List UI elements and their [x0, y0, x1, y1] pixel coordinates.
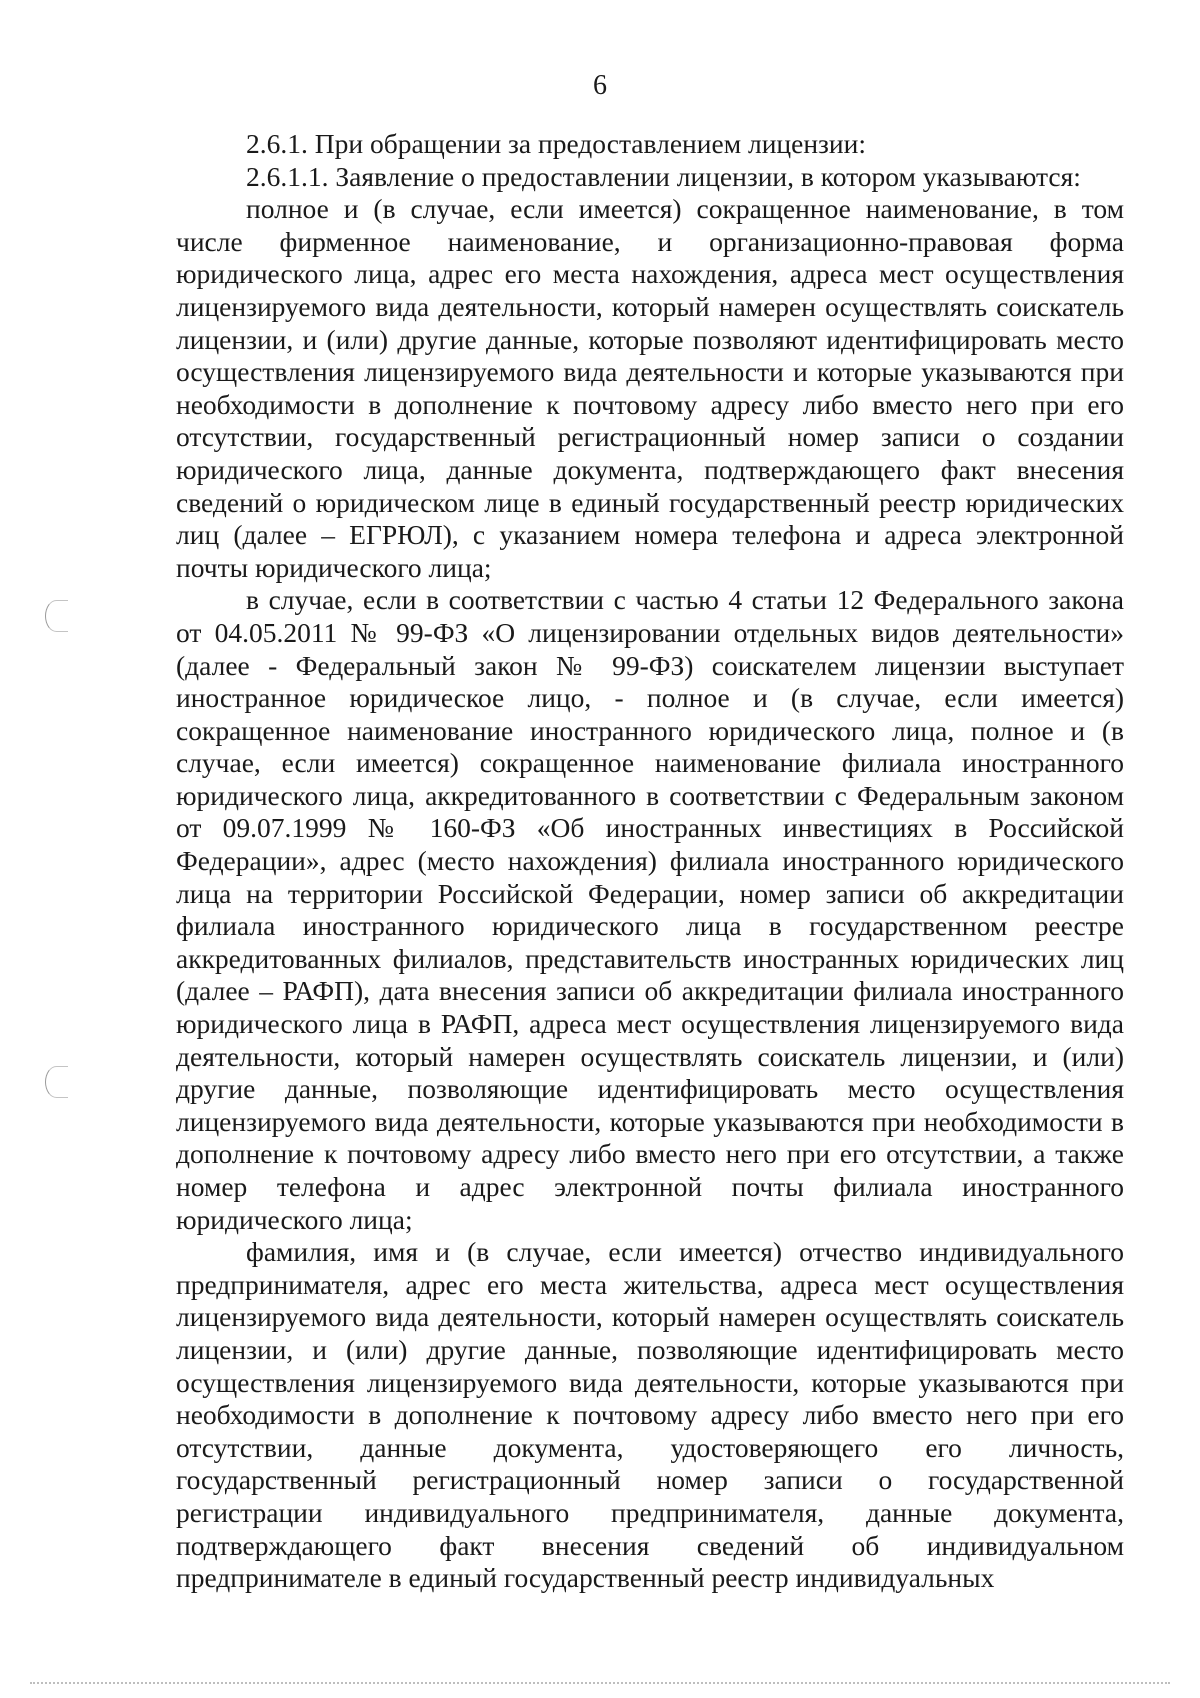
paragraph-individual-entrepreneur: фамилия, имя и (в случае, если имеется) отчество индивидуального предпринимателя, адрес его места жительства, адреса мест осуществления лицензируемого вида деятельности, который намерен осуществлять соискатель лицензии, и (или) другие данные, позволяющие идентифицировать место осуществления лицензируемого вида деятельности, которые указываются при необходимости в дополнение к почтовому адресу либо вместо него при его отсутствии, данные документа, удостоверяющего его личность, государственный регистрационный номер записи о государственной регистрации индивидуального предпринимателя, данные документа, подтверждающего факт внесения сведений об индивидуальном предпринимателе в единый государственный реестр индивидуальных — [176, 1236, 1124, 1594]
document-body — [176, 128, 1124, 1595]
paragraph-clause-2-6-1-1: 2.6.1.1. Заявление о предоставлении лицензии, в котором указываются: — [246, 160, 1081, 192]
punch-hole-mark — [45, 600, 68, 632]
punch-hole-mark — [45, 1066, 68, 1098]
paragraph-legal-entity: полное и (в случае, если имеется) сокращенное наименование, в том числе фирменное наименование, и организационно-правовая форма юридического лица, адрес его места нахождения, адреса мест осуществления лицензируемого вида деятельности, который намерен осуществлять соискатель лицензии, и (или) другие данные, которые позволяют идентифицировать место осуществления лицензируемого вида деятельности и которые указываются при необходимости в дополнение к почтовому адресу либо вместо него при его отсутствии, государственный регистрационный номер записи о создании юридического лица, данные документа, подтверждающего факт внесения сведений о юридическом лице в единый государственный реестр юридических лиц (далее – ЕГРЮЛ), с указанием номера телефона и адреса электронной почты юридического лица; — [176, 193, 1124, 583]
page-number: 6 — [593, 70, 607, 101]
paragraph-clause-2-6-1: 2.6.1. При обращении за предоставлением лицензии: — [246, 128, 866, 159]
scan-edge-line — [30, 1682, 1170, 1684]
paragraph-foreign-entity: в случае, если в соответствии с частью 4 статьи 12 Федерального закона от 04.05.2011 № 99-ФЗ «О лицензировании отдельных видов деятельности» (далее - Федеральный закон № 99-ФЗ) соискателем лицензии выступает иностранное юридическое лицо, - полное и (в случае, если имеется) сокращенное наименование иностранного юридического лица, полное и (в случае, если имеется) сокращенное наименование филиала иностранного юридического лица, аккредитованного в соответствии с Федеральным законом от 09.07.1999 № 160-ФЗ «Об иностранных инвестициях в Российской Федерации», адрес (место нахождения) филиала иностранного юридического лица на территории Российской Федерации, номер записи об аккредитации филиала иностранного юридического лица в государственном реестре аккредитованных филиалов, представительств иностранных юридических лиц (далее – РАФП), дата внесения записи об аккредитации филиала иностранного юридического лица в РАФП, адреса мест осуществления лицензируемого вида деятельности, который намерен осуществлять соискатель лицензии, и (или) другие данные, позволяющие идентифицировать место осуществления лицензируемого вида деятельности, которые указываются при необходимости в дополнение к почтовому адресу либо вместо него при его отсутствии, а также номер телефона и адрес электронной почты филиала иностранного юридического лица; — [176, 584, 1124, 1235]
